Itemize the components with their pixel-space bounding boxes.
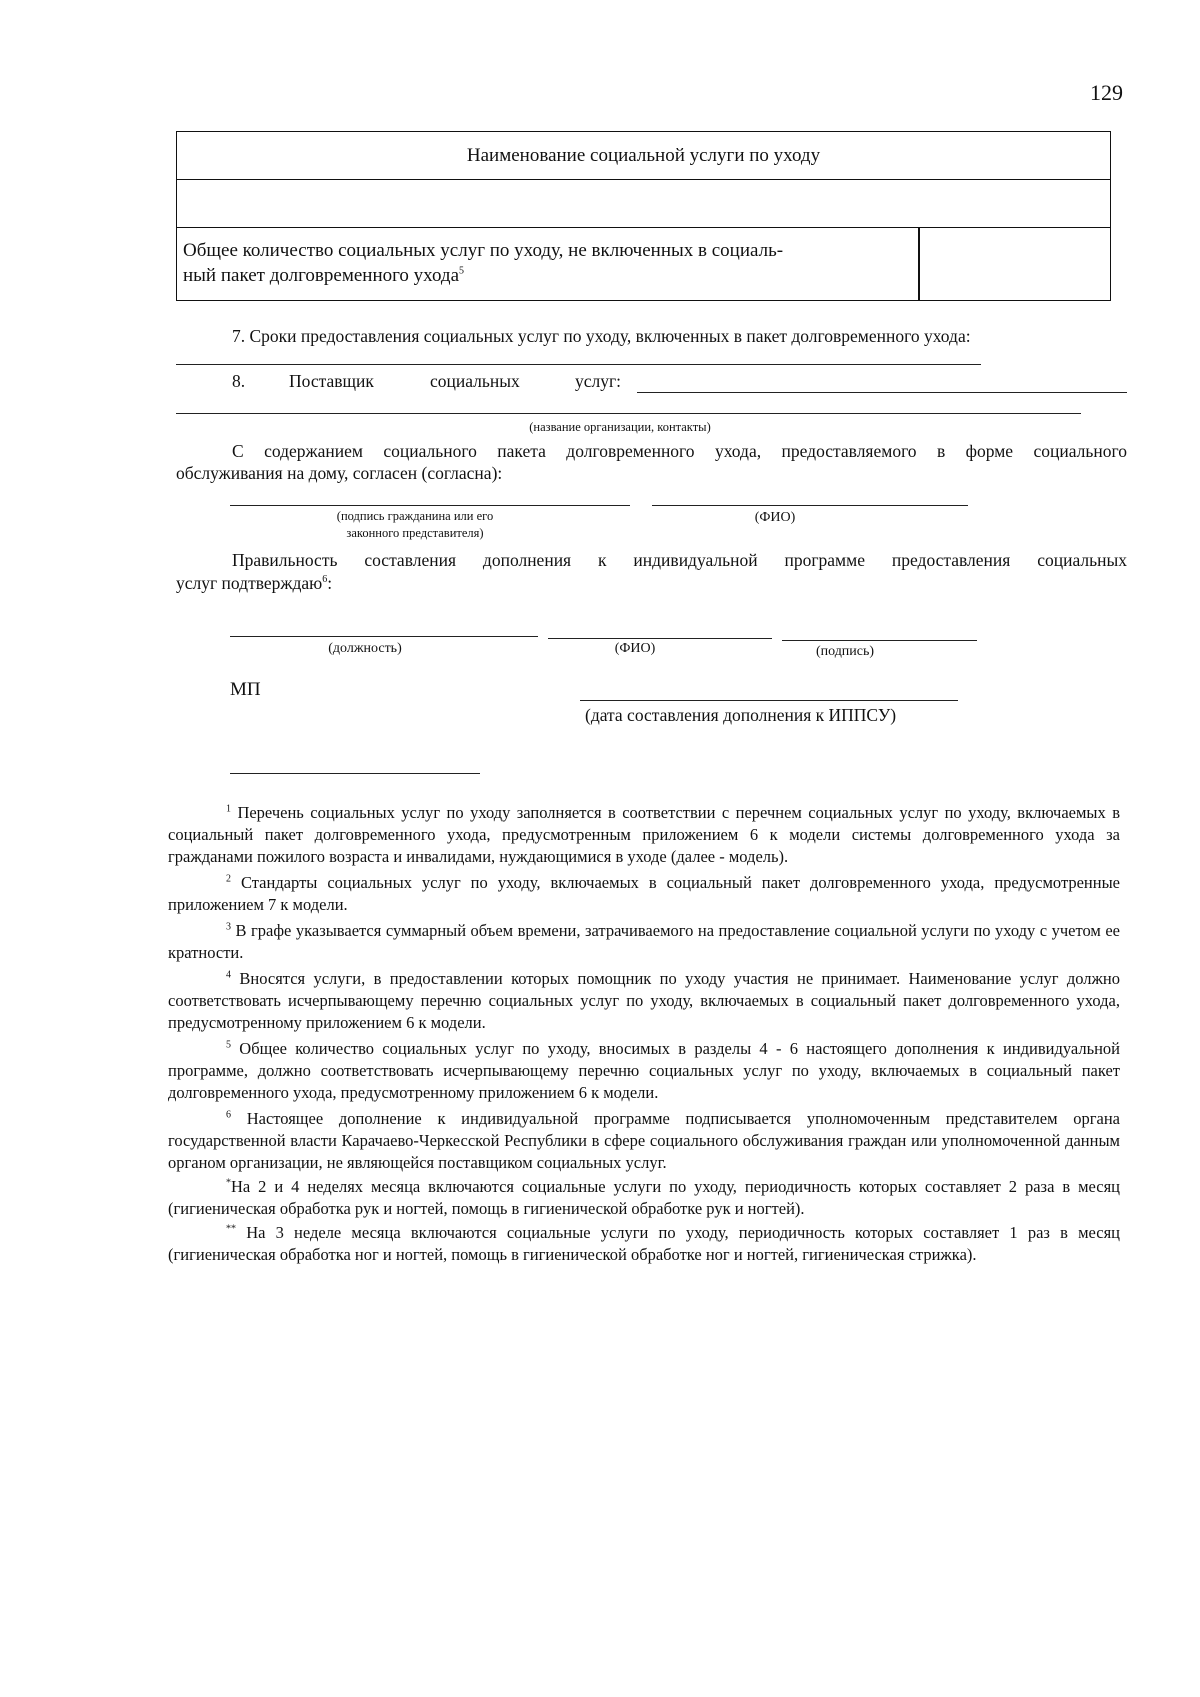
- confirm-line2: [176, 572, 332, 595]
- position-caption: (должность): [328, 641, 402, 656]
- footnote-star-2: [168, 1222, 1120, 1266]
- footnote-star-2-mark: **: [226, 1223, 236, 1235]
- citizen-fio-caption: (ФИО): [754, 510, 796, 525]
- footnote-ref-5: 5: [459, 265, 465, 277]
- footnote-star-1-text: На 2 и 4 неделях месяца включаются социальные услуги по уходу, периодичность которых составляет 2 раза в месяц (гигиеническая обработка рук и ногтей, помощь в гигиенической обработке рук и ногтей).: [168, 1177, 1120, 1218]
- footnote-4-text: Вносятся услуги, в предоставлении которых помощник по уходу участия не принимает. Наименование услуг должно соответствовать исчерпывающему перечню социальных услуг по уходу, включаемых в социальный пакет долговременного ухода, предусмотренному приложением 6 к модели.: [168, 969, 1121, 1032]
- citizen-signature-caption1: (подпись гражданина или его: [336, 509, 494, 523]
- stamp-mark: МП: [230, 679, 261, 700]
- footnote-6-text: Настоящее дополнение к индивидуальной программе подписывается уполномоченным представителем органа государственной власти Карачаево-Черкесской Республики в сфере социального обслуживания граждан или уполномоченной данным органом организации, не являющейся поставщиком социальных услуг.: [168, 1109, 1121, 1172]
- date-line: [580, 700, 958, 701]
- services-table: [176, 131, 1111, 301]
- table-total-label-text: ный пакет долговременного ухода: [183, 265, 460, 286]
- page-number: 129: [1090, 80, 1123, 105]
- fio-caption: (ФИО): [614, 641, 656, 656]
- footnote-star-2-text: На 3 неделе месяца включаются социальные услуги по уходу, периодичность которых составляет 1 раз в месяц (гигиеническая обработка ног и ногтей, помощь в гигиенической обработке ног и ногтей, гигиеническая стрижка).: [168, 1223, 1120, 1264]
- footnote-4: [168, 968, 1120, 1034]
- footnote-separator: [230, 773, 480, 774]
- footnote-2-mark: 2: [226, 873, 231, 885]
- position-line: [230, 636, 538, 637]
- table-total-value: [927, 232, 1107, 292]
- item-8-word3: услуг:: [575, 371, 622, 391]
- signature-line: [782, 640, 977, 641]
- citizen-signature-line: [230, 505, 630, 506]
- citizen-fio-line: [652, 505, 968, 506]
- org-caption: (название организации, контакты): [529, 420, 711, 434]
- fio-line: [548, 638, 772, 639]
- provider-line: [637, 392, 1127, 393]
- footnote-5-text: Общее количество социальных услуг по уходу, вносимых в разделы 4 - 6 настоящего дополнения к индивидуальной программе, должно соответствовать исчерпывающему перечню социальных услуг по уходу, включаемых в социальный пакет долговременного ухода, предусмотренному приложением 6 к модели.: [168, 1039, 1121, 1102]
- signature-caption: (подпись): [815, 644, 875, 659]
- footnote-5-mark: 5: [226, 1039, 231, 1051]
- footnote-3-mark: 3: [226, 921, 231, 933]
- footnote-6-mark: 6: [226, 1109, 231, 1121]
- footnote-star-1: [168, 1176, 1120, 1220]
- item-7-text: 7. Сроки предоставления социальных услуг по уходу, включенных в пакет долговременного ухода:: [232, 326, 971, 346]
- footnote-2: [168, 872, 1120, 916]
- date-caption: (дата составления дополнения к ИППСУ): [585, 705, 897, 725]
- footnote-3: [168, 920, 1120, 964]
- citizen-signature-caption2: законного представителя): [346, 526, 484, 540]
- footnote-1: [168, 802, 1120, 868]
- table-header: Наименование социальной услуги по уходу: [177, 132, 1110, 180]
- provider-line-2: [176, 413, 1081, 414]
- item-8-word2: социальных: [430, 371, 520, 391]
- item-7-line: [176, 364, 981, 365]
- footnote-1-text: Перечень социальных услуг по уходу заполняется в соответствии с перечнем социальных услуг по уходу, включаемых в социальный пакет долговременного ухода, предусмотренным приложением 6 к модели системы долговременного ухода за гражданами пожилого возраста и инвалидами, нуждающимися в уходе (далее - модель).: [168, 803, 1120, 866]
- confirm-line1: Правильность составления дополнения к индивидуальной программе предоставления социальных: [232, 550, 1127, 570]
- footnote-3-text: В графе указывается суммарный объем времени, затрачиваемого на предоставление социальной услуги по уходу с учетом ее кратности.: [168, 921, 1121, 962]
- consent-line1: С содержанием социального пакета долговременного ухода, предоставляемого в форме социального: [232, 441, 1127, 461]
- footnote-1-mark: 1: [226, 803, 231, 815]
- table-empty-row: [177, 180, 1110, 228]
- item-8-word1: Поставщик: [289, 371, 374, 391]
- footnote-ref-6: 6: [322, 574, 328, 586]
- footnote-2-text: Стандарты социальных услуг по уходу, включаемых в социальный пакет долговременного ухода, предусмотренные приложением 7 к модели.: [168, 873, 1121, 914]
- footnote-6: [168, 1108, 1120, 1174]
- table-total-label-line1: Общее количество социальных услуг по уходу, не включенных в социаль-: [183, 240, 784, 261]
- footnote-4-mark: 4: [226, 969, 231, 981]
- footnote-star-1-mark: *: [226, 1177, 231, 1189]
- confirm-text: услуг подтверждаю: [176, 573, 323, 593]
- consent-line2: обслуживания на дому, согласен (согласна):: [176, 463, 503, 483]
- table-total-label-line2: [183, 263, 883, 288]
- item-8-num: 8.: [232, 371, 246, 391]
- footnotes: [168, 802, 1120, 1266]
- footnote-5: [168, 1038, 1120, 1104]
- confirm-colon: :: [327, 573, 333, 593]
